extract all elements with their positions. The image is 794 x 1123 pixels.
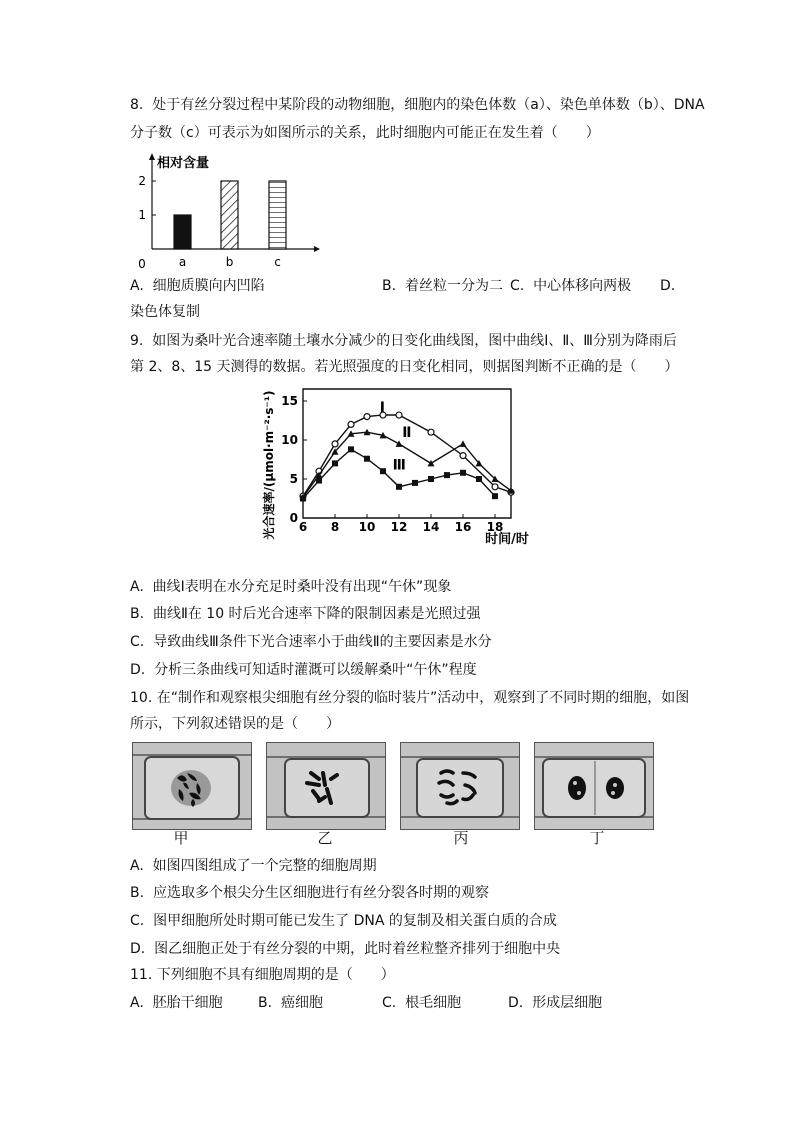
data-point	[412, 480, 418, 486]
q11-option-d[interactable]: D. 形成层细胞	[508, 995, 603, 1011]
y-tick-label: 1	[138, 208, 146, 222]
y-tick-label: 5	[289, 472, 298, 486]
q8-option-a[interactable]: A. 细胞质膜向内凹陷	[130, 278, 265, 294]
data-point	[348, 446, 354, 452]
x-tick-label: 6	[298, 520, 308, 534]
q8-stem-line1: 8. 处于有丝分裂过程中某阶段的动物细胞，细胞内的染色体数（a）、染色单体数（b）、DNA	[130, 97, 705, 113]
data-point	[428, 460, 435, 467]
caption-jia: 甲	[173, 829, 189, 847]
bar-c	[269, 181, 286, 249]
q8-option-d[interactable]: D.	[660, 278, 676, 294]
q8-option-b[interactable]: B. 着丝粒一分为二	[382, 278, 503, 294]
data-point	[492, 484, 498, 490]
caption-bing: 丙	[453, 829, 469, 847]
series-label-2: Ⅱ	[402, 424, 412, 441]
q10-option-d[interactable]: D. 图乙细胞正处于有丝分裂的中期，此时着丝粒整齐排列于细胞中央	[130, 941, 561, 957]
data-point	[300, 496, 306, 502]
q9-line-chart	[255, 383, 545, 548]
data-point	[460, 470, 466, 476]
x-tick-label: a	[178, 255, 187, 269]
series-label-1: Ⅰ	[379, 399, 386, 416]
data-point	[492, 493, 498, 499]
q9-stem-line1: 9. 如图为桑叶光合速率随土壤水分减少的日变化曲线图，图中曲线Ⅰ、Ⅱ、Ⅲ分别为降雨后	[130, 333, 677, 349]
data-point	[428, 429, 434, 435]
micrograph-yi	[266, 742, 386, 830]
origin-label: 0	[138, 257, 146, 270]
x-tick-label: b	[225, 255, 234, 269]
x-tick-label: 18	[486, 520, 504, 534]
x-axis-arrow	[314, 246, 320, 252]
q9-x-axis-label: 时间/时	[485, 532, 529, 547]
data-point	[428, 476, 434, 482]
data-point	[364, 456, 370, 462]
data-point	[396, 412, 402, 418]
q8-bar-chart	[132, 152, 322, 270]
micrograph-bing	[400, 742, 520, 830]
q9-option-b[interactable]: B. 曲线Ⅱ在 10 时后光合速率下降的限制因素是光照过强	[130, 606, 481, 622]
q9-option-c[interactable]: C. 导致曲线Ⅲ条件下光合速率小于曲线Ⅱ的主要因素是水分	[130, 634, 492, 650]
x-tick-label: c	[274, 255, 281, 269]
y-axis-label: 相对含量	[157, 156, 210, 171]
q10-stem-line2: 所示，下列叙述错误的是（ ）	[130, 716, 340, 732]
micrograph-ding	[534, 742, 654, 830]
data-point	[396, 440, 403, 447]
y-tick-label: 2	[138, 174, 146, 188]
q10-option-a[interactable]: A. 如图四图组成了一个完整的细胞周期	[130, 858, 377, 874]
q10-option-c[interactable]: C. 图甲细胞所处时期可能已发生了 DNA 的复制及相关蛋白质的合成	[130, 913, 557, 929]
data-point	[348, 421, 354, 427]
data-point	[380, 468, 386, 474]
q8-stem-line2: 分子数（c）可表示为如图所示的关系，此时细胞内可能正在发生着（ ）	[130, 125, 600, 141]
q8-option-c[interactable]: C. 中心体移向两极	[510, 278, 632, 294]
y-tick-label: 0	[289, 511, 298, 525]
data-point	[332, 460, 338, 466]
x-tick-label: 12	[390, 520, 408, 534]
data-point	[396, 484, 402, 490]
data-point	[332, 441, 338, 447]
bar-a	[174, 215, 191, 249]
q11-stem: 11. 下列细胞不具有细胞周期的是（ ）	[130, 967, 395, 983]
caption-yi: 乙	[317, 829, 333, 847]
q11-option-a[interactable]: A. 胚胎干细胞	[130, 995, 223, 1011]
data-point	[364, 414, 370, 420]
data-point	[444, 472, 450, 478]
y-tick-label: 15	[281, 394, 298, 408]
q11-option-b[interactable]: B. 癌细胞	[258, 995, 323, 1011]
q11-option-c[interactable]: C. 根毛细胞	[382, 995, 462, 1011]
q8-option-d-text: 染色体复制	[130, 304, 200, 320]
q9-option-d[interactable]: D. 分析三条曲线可知适时灌溉可以缓解桑叶“午休”程度	[130, 662, 477, 678]
x-tick-label: 14	[422, 520, 440, 534]
y-tick-label: 10	[281, 433, 298, 447]
q9-stem-line2: 第 2、8、15 天测得的数据。若光照强度的日变化相同，则据图判断不正确的是（ ）	[130, 359, 679, 375]
x-tick-label: 16	[454, 520, 472, 534]
data-point	[316, 478, 322, 484]
caption-ding: 丁	[589, 829, 605, 847]
q10-option-b[interactable]: B. 应选取多个根尖分生区细胞进行有丝分裂各时期的观察	[130, 885, 489, 901]
data-point	[476, 476, 482, 482]
series-label-3: Ⅲ	[392, 457, 406, 474]
x-tick-label: 8	[330, 520, 340, 534]
x-tick-label: 10	[358, 520, 376, 534]
micrograph-jia	[132, 742, 252, 830]
q10-stem-line1: 10. 在“制作和观察根尖细胞有丝分裂的临时装片”活动中，观察到了不同时期的细胞，如图	[130, 690, 690, 706]
q9-y-axis-label: 光合速率/(μmol·m⁻²·s⁻¹)	[262, 390, 276, 540]
q9-option-a[interactable]: A. 曲线Ⅰ表明在水分充足时桑叶没有出现“午休”现象	[130, 579, 452, 595]
bar-b	[221, 181, 238, 249]
data-point	[460, 440, 467, 447]
y-axis-arrow	[149, 153, 155, 160]
data-point	[460, 453, 466, 459]
